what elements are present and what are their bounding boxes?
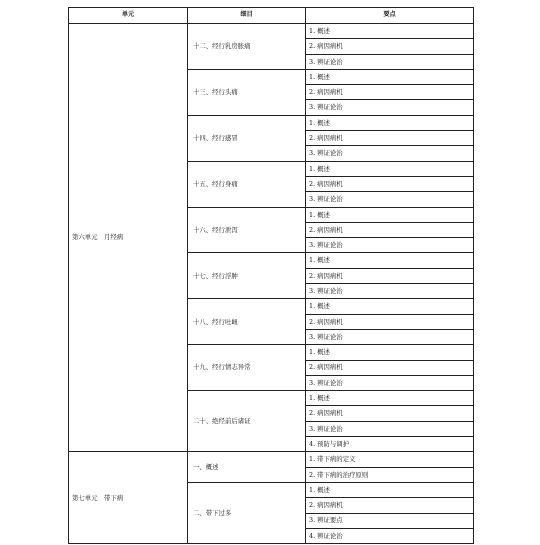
point-cell: 1. 概述 xyxy=(306,253,474,268)
point-cell: 3. 辨证论治 xyxy=(306,192,474,207)
point-cell: 2. 病因病机 xyxy=(306,360,474,375)
point-cell: 1. 概述 xyxy=(306,391,474,406)
point-cell: 3. 辨证论治 xyxy=(306,329,474,344)
point-cell: 2. 病因病机 xyxy=(306,314,474,329)
point-cell: 1. 概述 xyxy=(306,24,474,39)
point-cell: 2. 病因病机 xyxy=(306,131,474,146)
header-row xyxy=(69,8,474,24)
point-cell: 1. 概述 xyxy=(306,207,474,222)
point-cell: 1. 带下病的定义 xyxy=(306,452,474,467)
item-cell: 十九、经行情志异常 xyxy=(188,345,306,391)
header-item: 细目 xyxy=(188,8,306,24)
item-cell: 十四、经行感冒 xyxy=(188,115,306,161)
point-cell: 3. 辨证论治 xyxy=(306,54,474,69)
point-cell: 2. 病因病机 xyxy=(306,498,474,513)
table-row xyxy=(69,452,474,467)
table-row xyxy=(69,24,474,39)
item-cell: 十二、经行乳房胀痛 xyxy=(188,24,306,70)
header-unit: 单元 xyxy=(69,8,188,24)
point-cell: 4. 辨证论治 xyxy=(306,528,474,543)
point-cell: 2. 病因病机 xyxy=(306,268,474,283)
item-cell: 十三、经行头痛 xyxy=(188,69,306,115)
point-cell: 4. 预防与调护 xyxy=(306,437,474,452)
point-cell: 3. 辨证要点 xyxy=(306,513,474,528)
item-cell: 二十、绝经前后诸证 xyxy=(188,391,306,452)
unit-cell: 第六单元 月经病 xyxy=(69,24,188,452)
item-cell: 一、概述 xyxy=(188,452,306,483)
point-cell: 2. 带下病的治疗原则 xyxy=(306,467,474,482)
point-cell: 1. 概述 xyxy=(306,161,474,176)
point-cell: 3. 辨证论治 xyxy=(306,146,474,161)
point-cell: 1. 概述 xyxy=(306,482,474,497)
item-cell: 十八、经行吐衄 xyxy=(188,299,306,345)
item-cell: 十六、经行泄泻 xyxy=(188,207,306,253)
point-cell: 2. 病因病机 xyxy=(306,85,474,100)
point-cell: 1. 概述 xyxy=(306,69,474,84)
syllabus-body xyxy=(69,24,474,544)
point-cell: 2. 病因病机 xyxy=(306,39,474,54)
point-cell: 3. 辨证论治 xyxy=(306,284,474,299)
point-cell: 2. 病因病机 xyxy=(306,406,474,421)
point-cell: 2. 病因病机 xyxy=(306,176,474,191)
point-cell: 2. 病因病机 xyxy=(306,222,474,237)
point-cell: 3. 辨证论治 xyxy=(306,375,474,390)
item-cell: 十七、经行浮肿 xyxy=(188,253,306,299)
syllabus-table xyxy=(68,7,474,544)
unit-cell: 第七单元 带下病 xyxy=(69,452,188,544)
point-cell: 1. 概述 xyxy=(306,115,474,130)
header-point: 要点 xyxy=(306,8,474,24)
point-cell: 3. 辨证论治 xyxy=(306,421,474,436)
point-cell: 3. 辨证论治 xyxy=(306,100,474,115)
point-cell: 1. 概述 xyxy=(306,345,474,360)
point-cell: 3. 辨证论治 xyxy=(306,238,474,253)
item-cell: 二、带下过多 xyxy=(188,482,306,543)
point-cell: 1. 概述 xyxy=(306,299,474,314)
item-cell: 十五、经行身痛 xyxy=(188,161,306,207)
